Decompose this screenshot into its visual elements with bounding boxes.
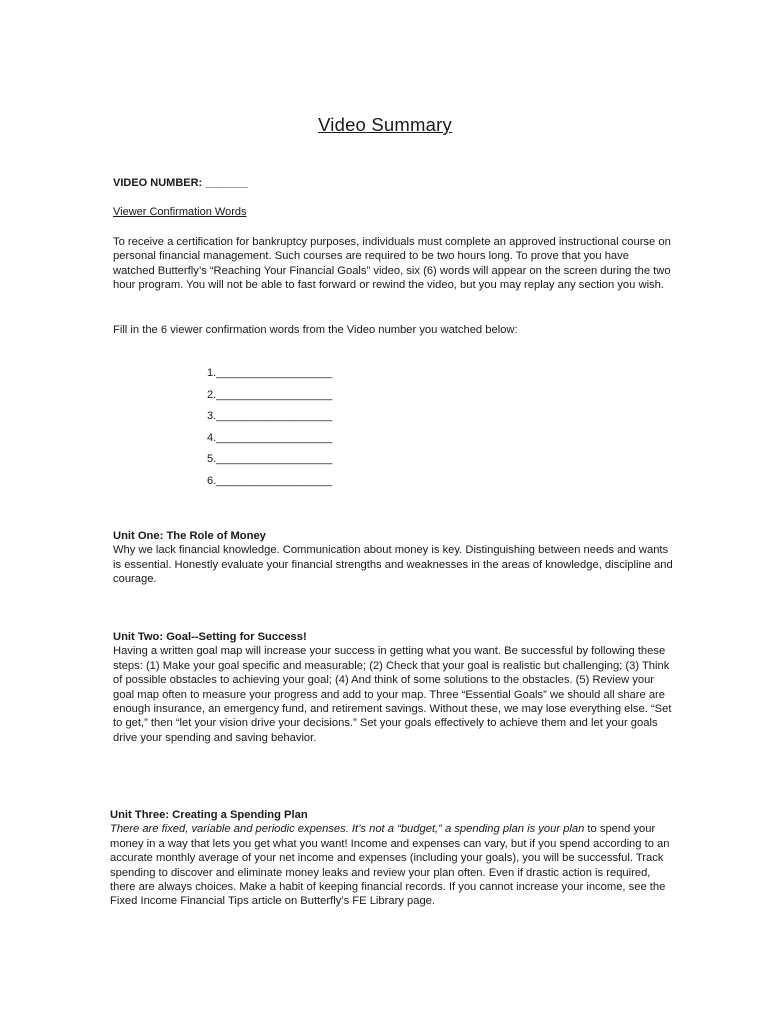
unit-three-section: [110, 808, 670, 909]
unit-three-body: to spend your money in a way that lets you get what you want! Income and expenses can vary, but if you spend according to an accurate monthly average of your net income and expenses (including your goals), you will be successful. Track spending to discover and eliminate money leaks and review your plan often. Even if drastic action is required, there are always choices. Make a habit of keeping financial records. If you cannot increase your income, see the Fixed Income Financial Tips article on Butterfly’s FE Library page.: [110, 823, 670, 908]
word-blank-5: 5.___________________: [207, 453, 333, 466]
unit-two-section: [113, 630, 673, 745]
word-blank-4: 4.___________________: [207, 431, 333, 444]
video-number-label: VIDEO NUMBER: _______: [113, 177, 249, 189]
unit-two-title: Unit Two: Goal--Setting for Success!: [113, 631, 307, 643]
unit-one-body: Why we lack financial knowledge. Communication about money is key. Distinguishing between needs and wants is essential. Honestly evaluate your financial strengths and weaknesses in the areas of knowledge, discipline and courage.: [113, 544, 673, 586]
unit-two-body: Having a written goal map will increase your success in getting what you want. Be successful by following these steps: (1) Make your goal specific and measurable; (2) Check that your goal is realistic but challenging; (3) Think of possible obstacles to achieving your goal; (4) And think of some solutions to the obstacles. (5) Review your goal map often to measure your progress and add to your map. Three “Essential Goals” we should all share are enough insurance, an emergency fund, and retirement savings. Without these, we may lose everything else. “Set to get,” then “let your vision drive your decisions.” Set your goals effectively to achieve them and let your goals drive your spending and saving behavior.: [113, 645, 672, 744]
viewer-confirmation-heading: Viewer Confirmation Words: [113, 206, 247, 218]
unit-one-title: Unit One: The Role of Money: [113, 530, 266, 542]
fill-in-instructions: Fill in the 6 viewer confirmation words from the Video number you watched below:: [113, 324, 518, 336]
unit-one-section: [113, 529, 673, 587]
unit-three-body-italic: There are fixed, variable and periodic expenses. It’s not a “budget,” a spending plan is your plan: [110, 823, 585, 836]
confirmation-word-list: [207, 366, 332, 496]
unit-three-title: Unit Three: Creating a Spending Plan: [110, 809, 308, 821]
word-blank-2: 2.___________________: [207, 388, 333, 401]
word-blank-3: 3.___________________: [207, 410, 333, 423]
word-blank-6: 6.___________________: [207, 474, 333, 487]
page-title: Video Summary: [318, 114, 452, 135]
word-blank-1: 1.___________________: [207, 367, 333, 379]
intro-paragraph: To receive a certification for bankruptcy purposes, individuals must complete an approved instructional course on personal financial management. Such courses are required to be two hours long. To prove that you have watched Butterfly’s “Reaching Your Financial Goals” video, six (6) words will appear on the screen during the two hour program. You will not be able to fast forward or rewind the video, but you may replay any section you wish.: [113, 236, 671, 292]
